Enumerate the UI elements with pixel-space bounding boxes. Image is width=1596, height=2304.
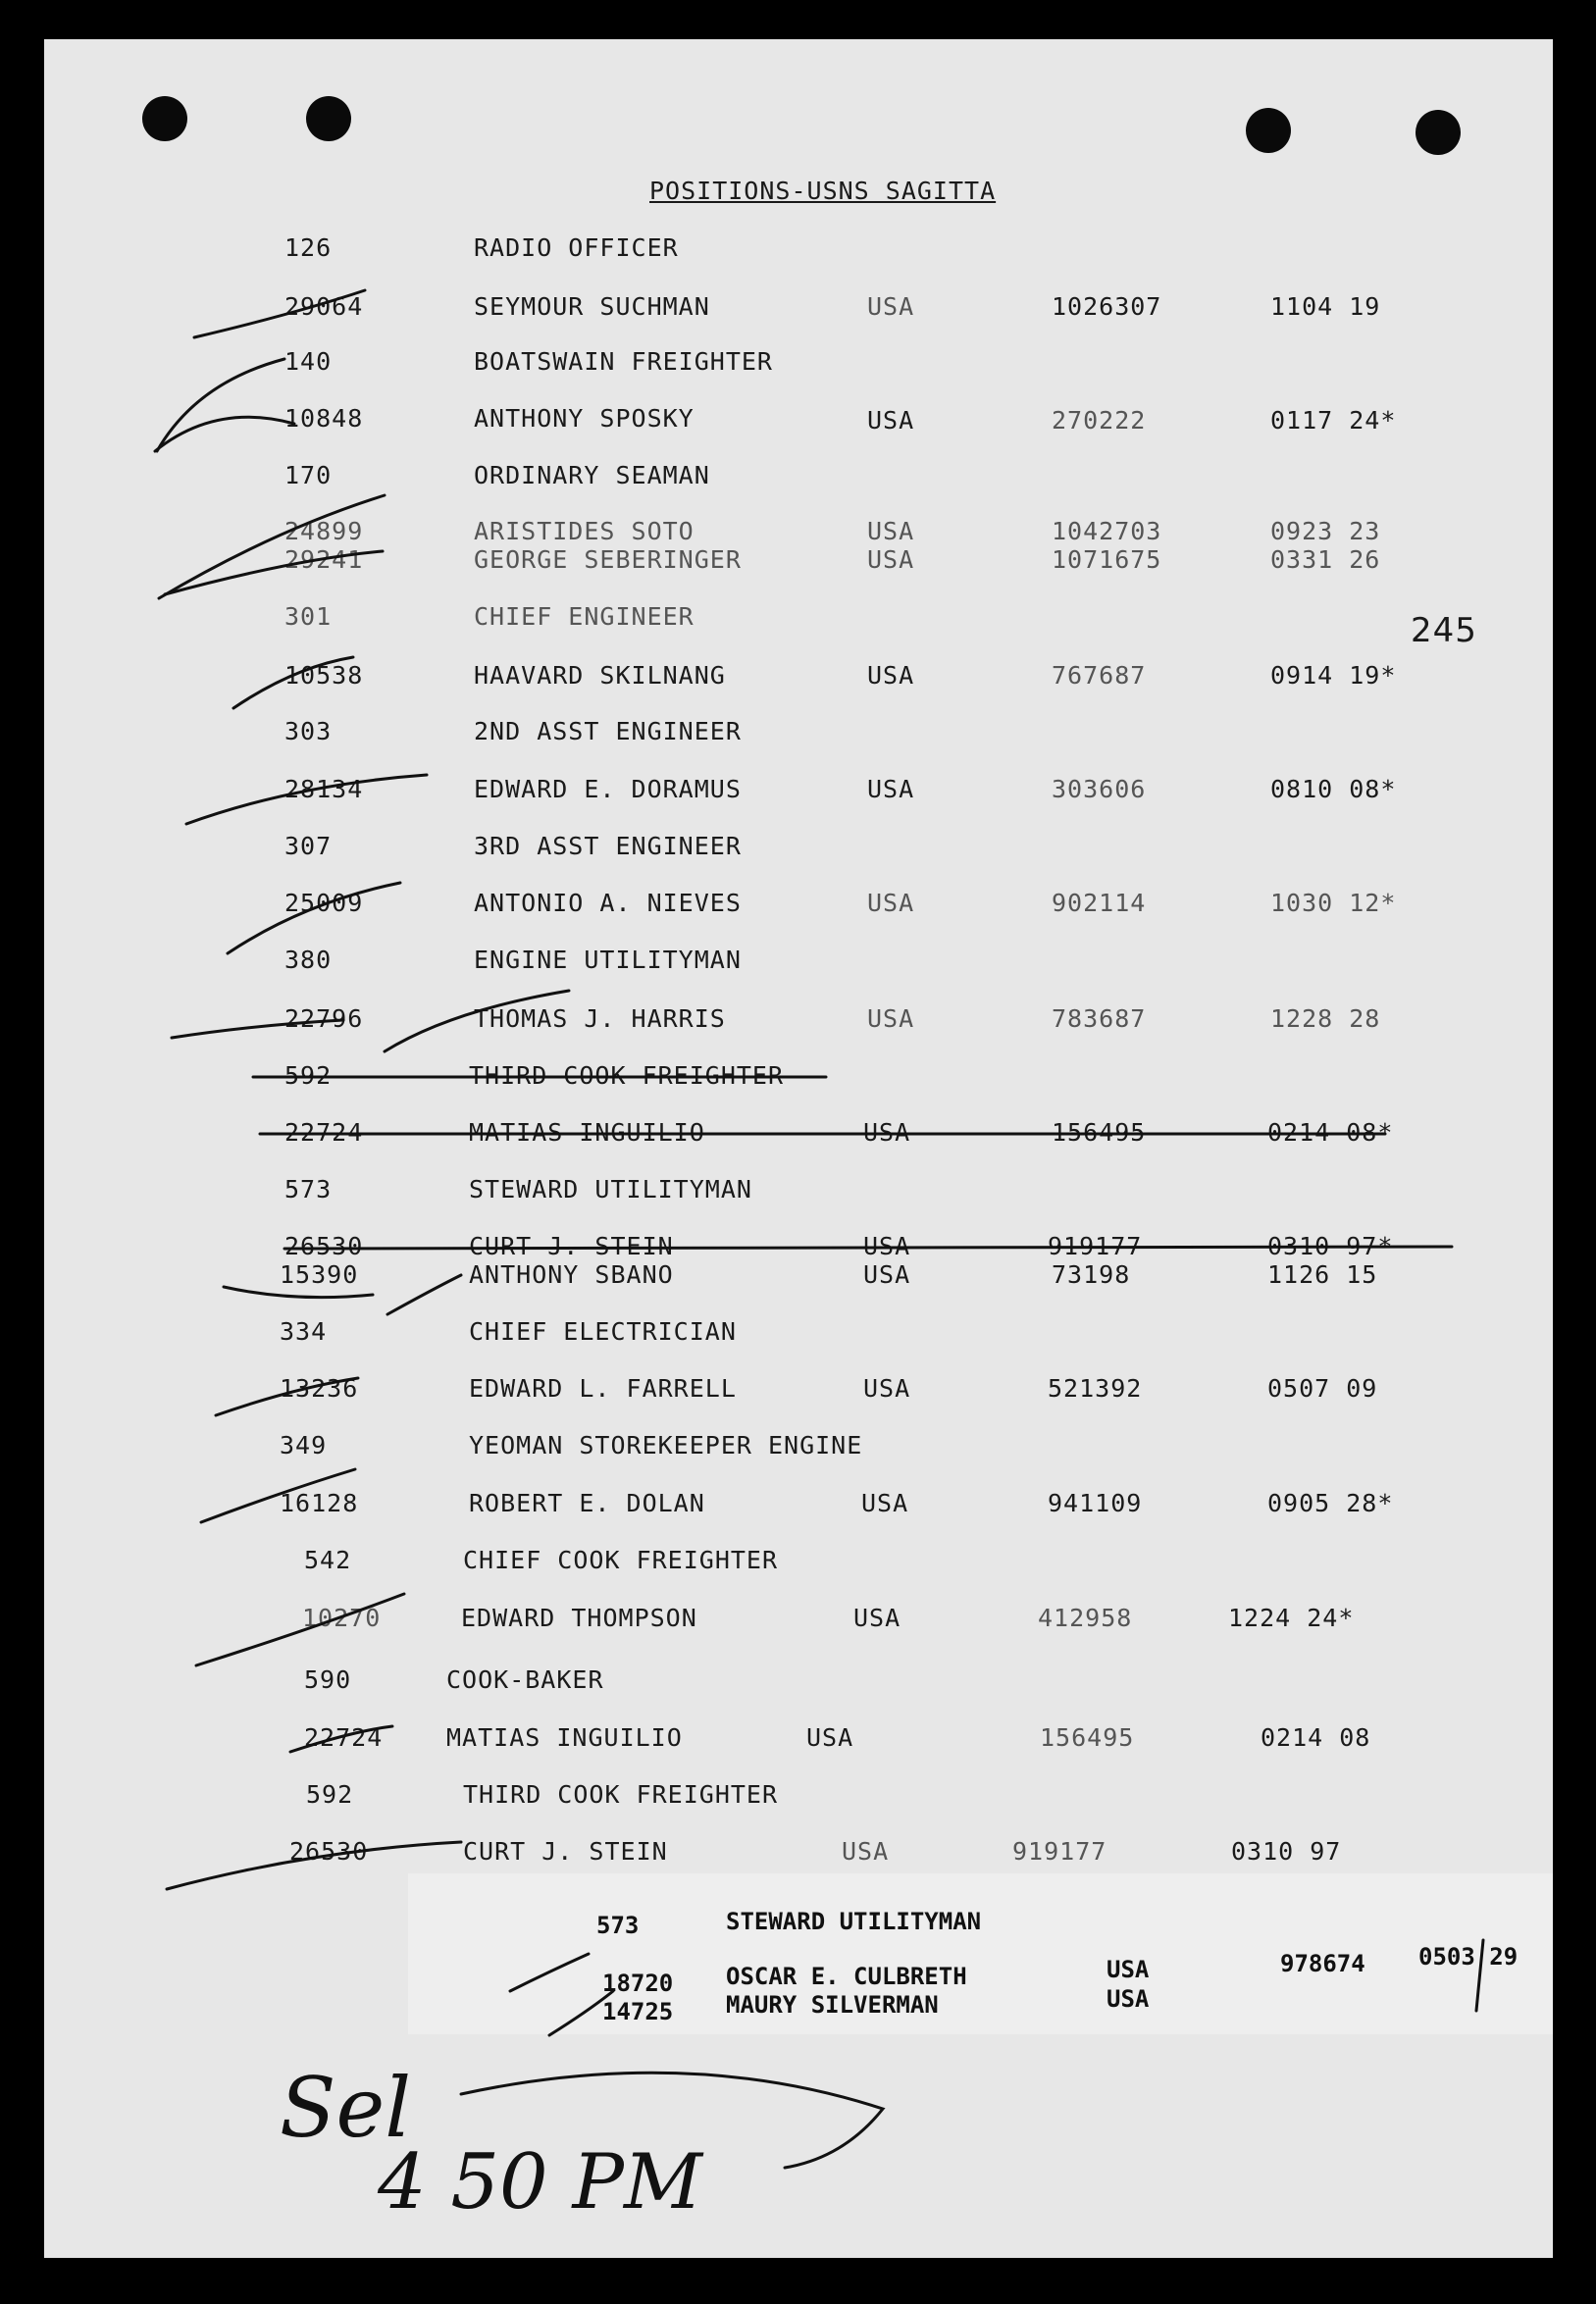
crew-name: THOMAS J. HARRIS <box>474 1004 726 1033</box>
crew-name: HAAVARD SKILNANG <box>474 661 726 690</box>
crew-code: 15390 <box>280 1260 359 1289</box>
crew-code: 22796 <box>284 1004 364 1033</box>
position-title: YEOMAN STOREKEEPER ENGINE <box>469 1431 863 1459</box>
crew-name: ARISTIDES SOTO <box>474 517 695 545</box>
strike-mark <box>194 290 365 337</box>
position-title: CHIEF COOK FREIGHTER <box>463 1546 779 1574</box>
crew-code: 29064 <box>284 292 364 321</box>
nationality: USA <box>806 1723 854 1752</box>
crew-name: CURT J. STEIN <box>463 1837 668 1866</box>
date-code: 0810 08* <box>1270 775 1397 803</box>
position-code: 592 <box>306 1780 354 1809</box>
date-code: 0905 28* <box>1267 1489 1394 1517</box>
strike-mark <box>228 883 400 953</box>
position-code: 590 <box>304 1665 352 1694</box>
date-code: 0310 97* <box>1267 1232 1394 1260</box>
slip-crew-name: OSCAR E. CULBRETH <box>726 1963 967 1990</box>
strike-mark <box>224 1287 373 1298</box>
date-code: 1224 24* <box>1228 1604 1355 1632</box>
crew-name: GEORGE SEBERINGER <box>474 545 742 574</box>
crew-name: MATIAS INGUILIO <box>446 1723 683 1752</box>
crew-name: ANTHONY SBANO <box>469 1260 674 1289</box>
position-code: 349 <box>280 1431 328 1459</box>
nationality: USA <box>863 1374 911 1403</box>
nationality: USA <box>863 1260 911 1289</box>
date-code: 1228 28 <box>1270 1004 1381 1033</box>
date-code: 0914 19* <box>1270 661 1397 690</box>
document-number: 521392 <box>1048 1374 1143 1403</box>
strike-mark <box>216 1378 358 1415</box>
slip-nationality: USA <box>1107 1985 1150 2013</box>
position-title: COOK-BAKER <box>446 1665 604 1694</box>
nationality: USA <box>867 1004 915 1033</box>
date-code: 0507 09 <box>1267 1374 1378 1403</box>
position-code: 573 <box>284 1175 333 1203</box>
document-number: 303606 <box>1052 775 1147 803</box>
date-code: 0923 23 <box>1270 517 1381 545</box>
crew-code: 13236 <box>280 1374 359 1403</box>
strike-mark <box>159 495 385 598</box>
crew-name: ANTHONY SPOSKY <box>474 404 695 433</box>
crew-name: EDWARD L. FARRELL <box>469 1374 737 1403</box>
date-code: 0310 97 <box>1231 1837 1342 1866</box>
document-number: 919177 <box>1012 1837 1107 1866</box>
crew-code: 26530 <box>284 1232 364 1260</box>
nationality: USA <box>861 1489 909 1517</box>
document-number: 156495 <box>1040 1723 1135 1752</box>
strike-mark <box>284 1247 1452 1249</box>
crew-name: ANTONIO A. NIEVES <box>474 889 742 917</box>
document-number: 156495 <box>1052 1118 1147 1147</box>
position-code: 542 <box>304 1546 352 1574</box>
crew-name: MATIAS INGUILIO <box>469 1118 705 1147</box>
document-number: 902114 <box>1052 889 1147 917</box>
crew-code: 28134 <box>284 775 364 803</box>
position-code: 140 <box>284 347 333 376</box>
position-title: CHIEF ELECTRICIAN <box>469 1317 737 1346</box>
crew-code: 10270 <box>302 1604 382 1632</box>
crew-code: 22724 <box>284 1118 364 1147</box>
position-title: RADIO OFFICER <box>474 233 679 262</box>
handwritten-note: Sel <box>280 2060 412 2156</box>
document-number: 412958 <box>1038 1604 1133 1632</box>
document-number: 783687 <box>1052 1004 1147 1033</box>
date-code: 0117 24* <box>1270 406 1397 435</box>
slip-nationality: USA <box>1107 1956 1150 1983</box>
document-number: 1071675 <box>1052 545 1162 574</box>
crew-name: ROBERT E. DOLAN <box>469 1489 705 1517</box>
crew-name: SEYMOUR SUCHMAN <box>474 292 710 321</box>
crew-code: 10848 <box>284 404 364 433</box>
crew-code: 29241 <box>284 545 364 574</box>
nationality: USA <box>867 545 915 574</box>
nationality: USA <box>867 517 915 545</box>
strike-mark <box>172 1020 343 1038</box>
document-number: 767687 <box>1052 661 1147 690</box>
position-code: 301 <box>284 602 333 631</box>
strike-mark <box>385 991 569 1051</box>
nationality: USA <box>853 1604 901 1632</box>
document-number: 919177 <box>1048 1232 1143 1260</box>
slip-crew-code: 18720 <box>602 1970 674 1997</box>
document-number: 1042703 <box>1052 517 1162 545</box>
page-number: 245 <box>1411 611 1477 650</box>
crew-code: 16128 <box>280 1489 359 1517</box>
nationality: USA <box>867 775 915 803</box>
nationality: USA <box>867 661 915 690</box>
position-title: THIRD COOK FREIGHTER <box>469 1061 785 1090</box>
position-title: STEWARD UTILITYMAN <box>469 1175 752 1203</box>
slip-position-title: STEWARD UTILITYMAN <box>726 1908 982 1935</box>
position-code: 592 <box>284 1061 333 1090</box>
slip-position-code: 573 <box>596 1912 640 1939</box>
strike-mark <box>186 775 427 824</box>
position-code: 334 <box>280 1317 328 1346</box>
nationality: USA <box>867 889 915 917</box>
position-title: ORDINARY SEAMAN <box>474 461 710 489</box>
slip-document-number: 978674 <box>1280 1950 1365 1977</box>
crew-code: 25009 <box>284 889 364 917</box>
position-code: 126 <box>284 233 333 262</box>
position-title: 2ND ASST ENGINEER <box>474 717 742 745</box>
strike-mark <box>290 1726 392 1752</box>
position-code: 170 <box>284 461 333 489</box>
document-number: 270222 <box>1052 406 1147 435</box>
crew-name: EDWARD E. DORAMUS <box>474 775 742 803</box>
strike-mark <box>196 1594 404 1665</box>
position-code: 307 <box>284 832 333 860</box>
date-code: 0214 08 <box>1261 1723 1371 1752</box>
nationality: USA <box>842 1837 890 1866</box>
crew-code: 24899 <box>284 517 364 545</box>
crew-name: CURT J. STEIN <box>469 1232 674 1260</box>
document-title: POSITIONS-USNS SAGITTA <box>649 177 997 205</box>
date-code: 1104 19 <box>1270 292 1381 321</box>
strike-mark <box>387 1275 461 1314</box>
crew-code: 26530 <box>289 1837 369 1866</box>
document-number: 73198 <box>1052 1260 1131 1289</box>
strike-mark <box>201 1469 355 1522</box>
strike-mark <box>233 657 353 708</box>
nationality: USA <box>863 1118 911 1147</box>
nationality: USA <box>867 292 915 321</box>
slip-crew-code: 14725 <box>602 1998 674 2025</box>
date-code: 1030 12* <box>1270 889 1397 917</box>
document-number: 941109 <box>1048 1489 1143 1517</box>
position-title: CHIEF ENGINEER <box>474 602 695 631</box>
handwritten-loop <box>461 2073 883 2168</box>
strike-mark <box>165 551 383 594</box>
slip-date-code: 0503 29 <box>1418 1943 1519 1971</box>
position-title: ENGINE UTILITYMAN <box>474 946 742 974</box>
handwritten-time: 4 50 PM <box>378 2138 702 2227</box>
document-number: 1026307 <box>1052 292 1162 321</box>
position-title: THIRD COOK FREIGHTER <box>463 1780 779 1809</box>
position-code: 380 <box>284 946 333 974</box>
position-code: 303 <box>284 717 333 745</box>
strike-mark <box>167 1842 461 1889</box>
strike-mark <box>1476 1940 1483 2011</box>
crew-name: EDWARD THOMPSON <box>461 1604 697 1632</box>
slip-crew-name: MAURY SILVERMAN <box>726 1991 939 2019</box>
position-title: 3RD ASST ENGINEER <box>474 832 742 860</box>
nationality: USA <box>863 1232 911 1260</box>
date-code: 0331 26 <box>1270 545 1381 574</box>
crew-code: 22724 <box>304 1723 384 1752</box>
position-title: BOATSWAIN FREIGHTER <box>474 347 773 376</box>
nationality: USA <box>867 406 915 435</box>
crew-code: 10538 <box>284 661 364 690</box>
date-code: 0214 08* <box>1267 1118 1394 1147</box>
strike-mark <box>510 1954 589 1991</box>
date-code: 1126 15 <box>1267 1260 1378 1289</box>
strike-mark <box>549 1991 613 2035</box>
